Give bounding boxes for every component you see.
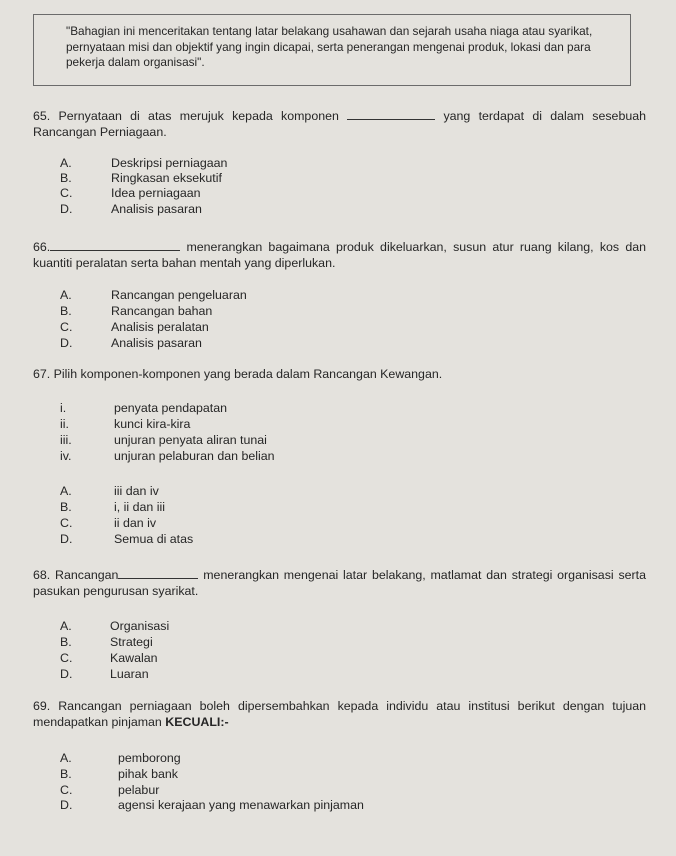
option-text: Ringkasan eksekutif	[111, 171, 222, 185]
question-65	[33, 108, 646, 140]
question-68-stem-end: menerangkan mengenai latar belakang, matlamat dan strategi organisasi serta pasukan pengurusan syarikat.	[33, 568, 646, 598]
option-text: kunci kira-kira	[114, 417, 191, 431]
option-text: Semua di atas	[114, 532, 194, 546]
question-65-stem-end: yang terdapat di dalam sesebuah Rancangan Perniagaan.	[33, 109, 647, 139]
option-text: Luaran	[110, 667, 149, 681]
intro-text: "Bahagian ini menceritakan tentang latar belakang usahawan dan sejarah usaha niaga atau syarikat, pernyataan misi dan objektif yang ingin dicapai, serta penerangan mengenai produk, lokasi dan para pekerja dalam organisasi".	[66, 24, 593, 69]
question-68	[33, 567, 646, 599]
option-label: C.	[60, 783, 73, 797]
option-text: Rancangan bahan	[111, 304, 213, 318]
option-label: iii.	[60, 433, 72, 447]
option-text: Deskripsi perniagaan	[111, 156, 228, 170]
answer-blank	[118, 568, 198, 579]
option-label: ii.	[60, 417, 69, 431]
question-67	[33, 366, 646, 382]
option-label: B.	[60, 171, 72, 185]
answer-blank	[347, 109, 435, 120]
option-label: B.	[60, 767, 72, 781]
option-text: Rancangan pengeluaran	[111, 288, 247, 302]
question-69-stem: 69. Rancangan perniagaan boleh dipersembahkan kepada individu atau institusi berikut dengan tujuan mendapatkan pinjaman	[33, 699, 646, 729]
question-68-text	[33, 567, 646, 599]
option-text: pelabur	[118, 783, 160, 797]
option-label: C.	[60, 186, 73, 200]
option-text: pihak bank	[118, 767, 178, 781]
option-text: penyata pendapatan	[114, 401, 227, 415]
option-label: D.	[60, 336, 73, 350]
question-65-text	[33, 108, 646, 140]
option-label: D.	[60, 532, 73, 546]
option-text: Analisis peralatan	[111, 320, 209, 334]
option-text: Analisis pasaran	[111, 202, 202, 216]
option-label: D.	[60, 667, 73, 681]
question-65-stem-start: 65. Pernyataan di atas merujuk kepada komponen	[33, 109, 339, 123]
option-label: A.	[60, 156, 72, 170]
option-label: A.	[60, 288, 72, 302]
option-label: B.	[60, 500, 72, 514]
option-text: unjuran penyata aliran tunai	[114, 433, 267, 447]
question-66-stem-start: 66.	[33, 240, 51, 254]
option-label: i.	[60, 401, 67, 415]
question-68-stem-start: 68. Rancangan	[33, 568, 119, 582]
option-text: agensi kerajaan yang menawarkan pinjaman	[118, 798, 364, 812]
answer-blank	[50, 240, 180, 251]
option-text: Organisasi	[110, 619, 170, 633]
option-label: A.	[60, 484, 72, 498]
question-67-text: 67. Pilih komponen-komponen yang berada dalam Rancangan Kewangan.	[33, 367, 443, 381]
option-label: C.	[60, 651, 73, 665]
question-66	[33, 239, 646, 271]
option-label: iv.	[60, 449, 72, 463]
option-text: Analisis pasaran	[111, 336, 202, 350]
option-label: C.	[60, 516, 73, 530]
question-66-text	[33, 239, 646, 271]
option-text: Idea perniagaan	[111, 186, 201, 200]
question-69-emphasis: KECUALI:-	[165, 715, 229, 729]
option-label: B.	[60, 635, 72, 649]
option-text: Strategi	[110, 635, 153, 649]
option-text: unjuran pelaburan dan belian	[114, 449, 275, 463]
option-text: i, ii dan iii	[114, 500, 165, 514]
option-label: D.	[60, 798, 73, 812]
option-text: ii dan iv	[114, 516, 157, 530]
question-66-stem-end: menerangkan bagaimana produk dikeluarkan, susun atur ruang kilang, kos dan kuantiti peralatan serta bahan mentah yang diperlukan.	[33, 240, 646, 270]
option-label: A.	[60, 751, 72, 765]
option-text: iii dan iv	[114, 484, 159, 498]
intro-box	[33, 14, 631, 86]
option-label: A.	[60, 619, 72, 633]
option-label: B.	[60, 304, 72, 318]
option-label: D.	[60, 202, 73, 216]
option-label: C.	[60, 320, 73, 334]
question-69-text	[33, 698, 646, 730]
question-69	[33, 698, 646, 730]
option-text: Kawalan	[110, 651, 158, 665]
option-text: pemborong	[118, 751, 181, 765]
